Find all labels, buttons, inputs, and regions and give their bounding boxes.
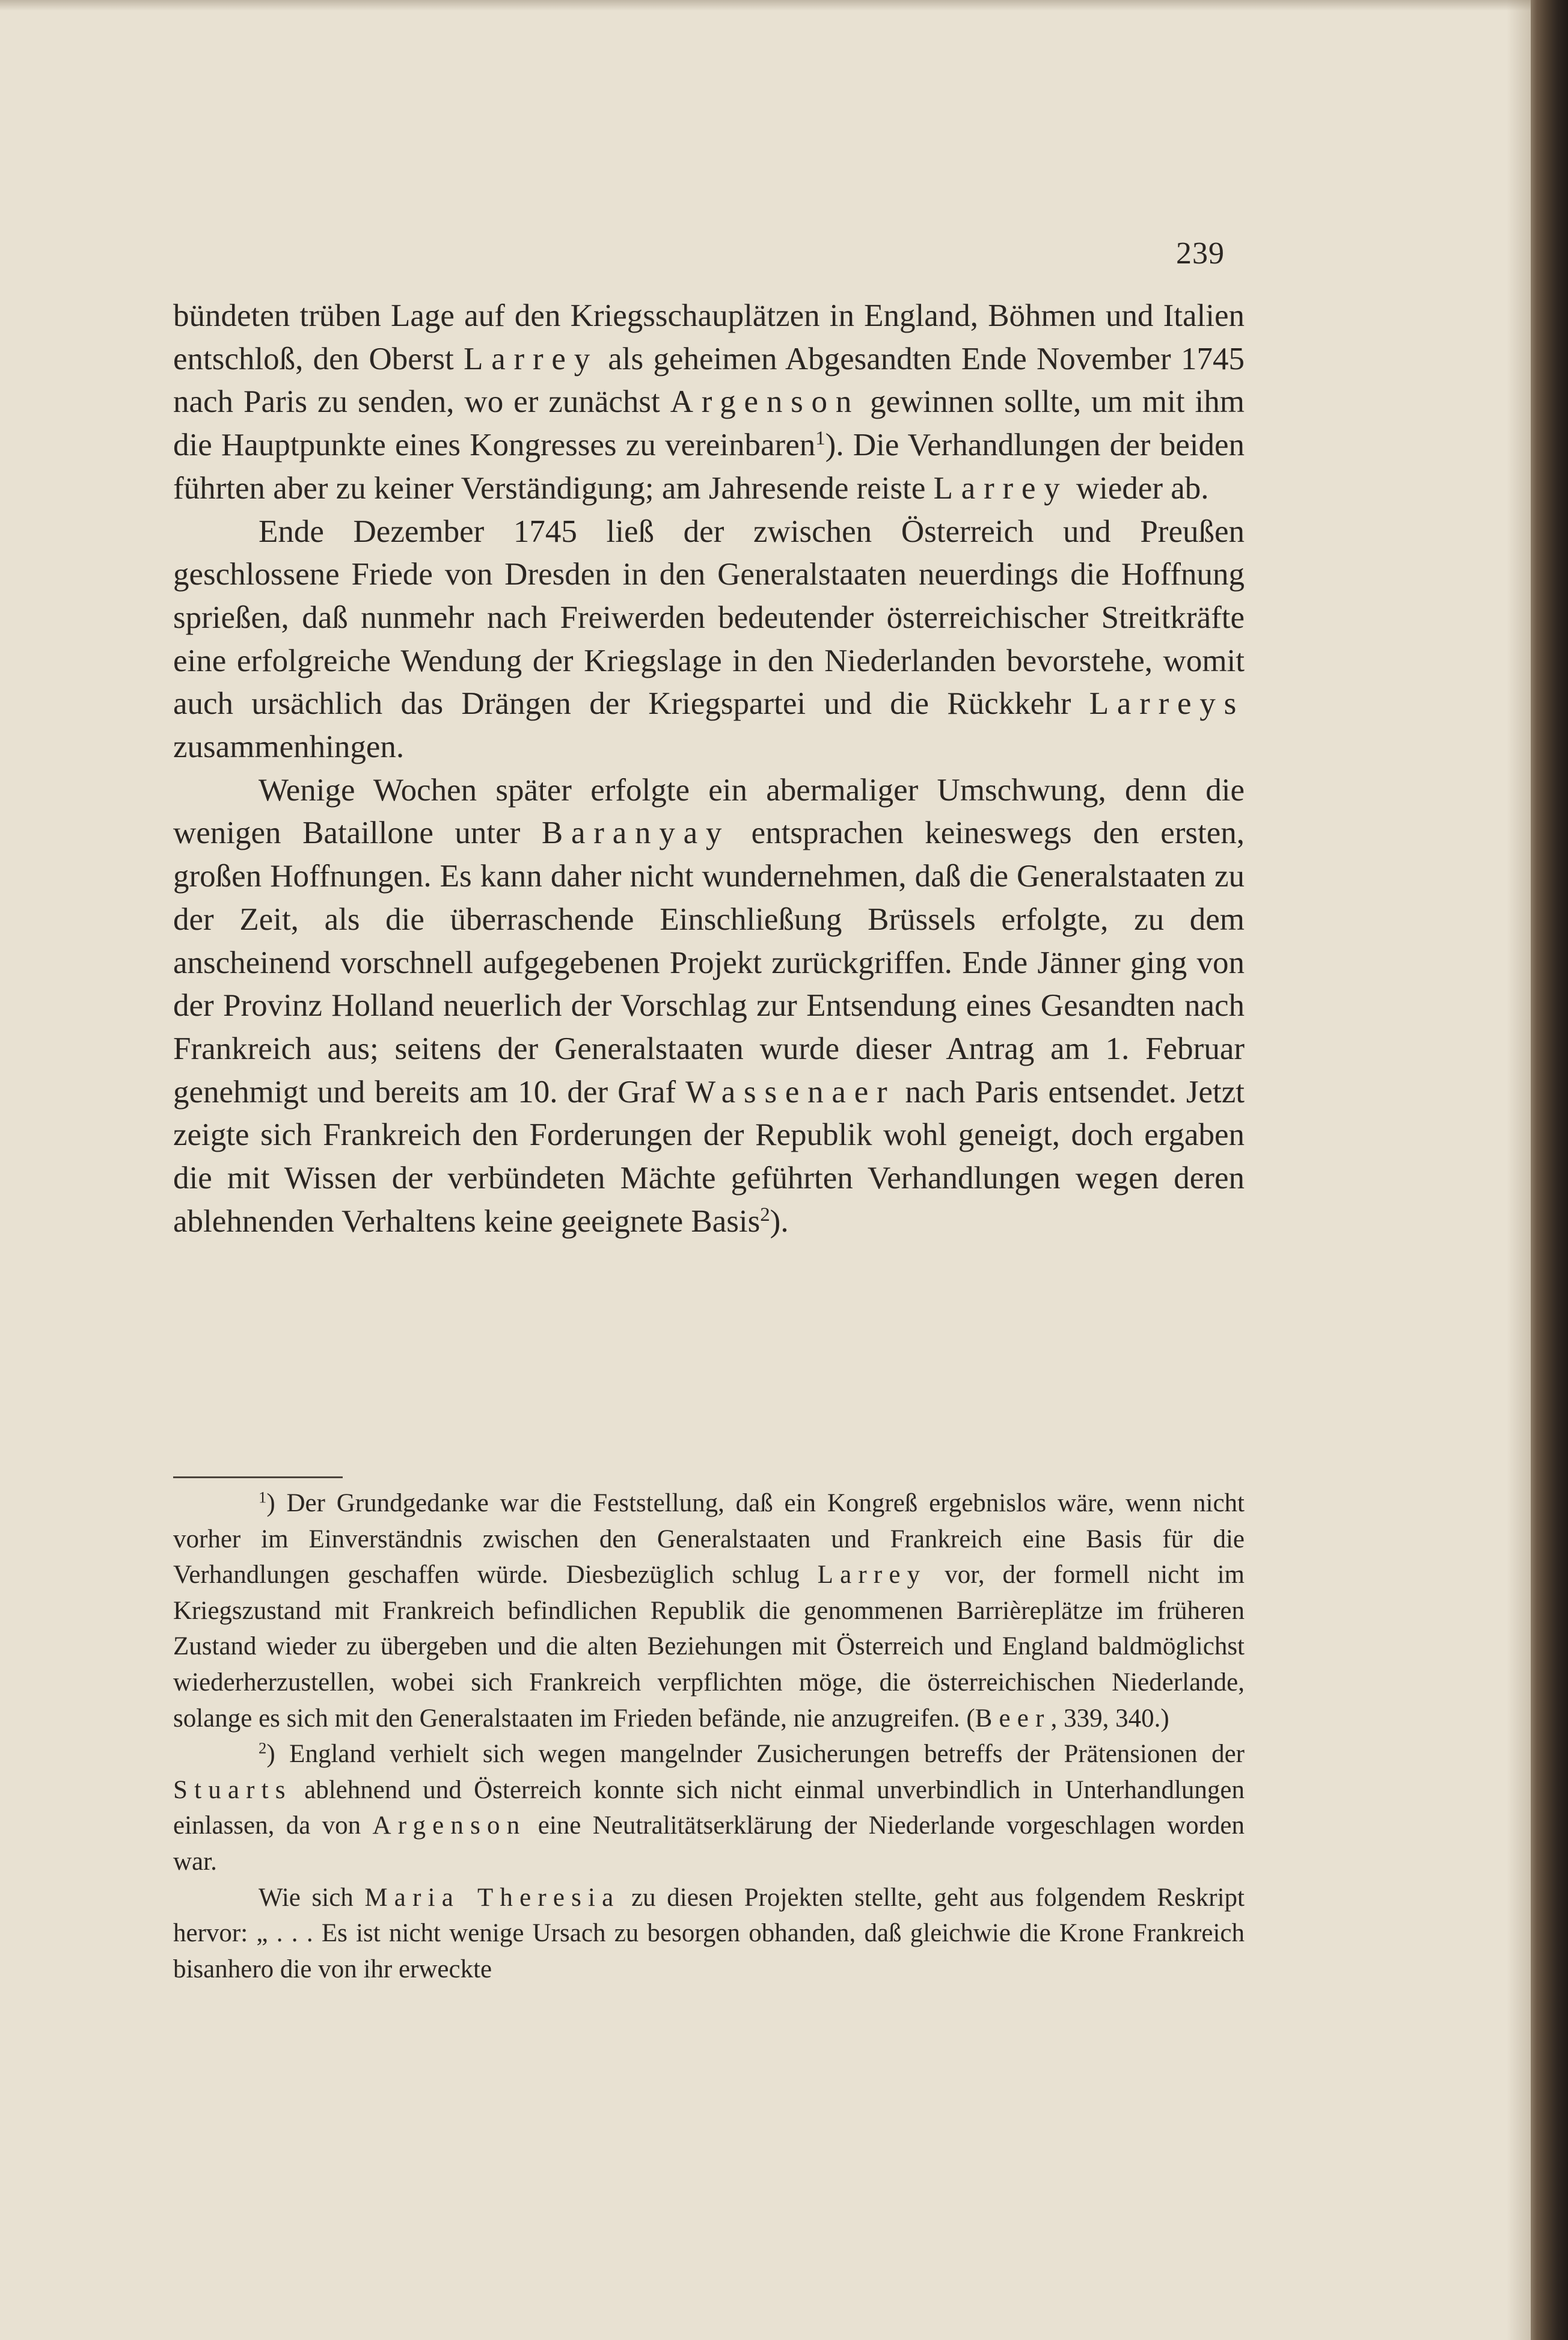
text-run: zu diesen Projekten stellte, geht aus folgendem Reskript hervor: „ . . . Es ist nicht wenige Ursach zu besorgen obhanden, daß gleichwie die Krone Frankreich bisanhero die von ihr erweckte	[173, 1883, 1245, 1983]
text-run: als geheimen Abgesandten Ende November 1745 nach Paris zu senden, wo er zunächst	[173, 341, 1245, 420]
text-run: ) England verhielt sich wegen mangelnder Zusicherungen betreffs der Prätensionen der	[266, 1740, 1245, 1769]
text-run: vor, der formell nicht im Kriegszustand mit Frankreich befindlichen Republik die genommenen Barrièreplätze im früheren Zustand wieder zu übergeben und die alten Beziehungen mit Österreich und England baldmöglichst wiederherzustellen, wobei sich Frankreich verpflichten möge, die österreichischen Niederlande, solange es sich mit den Generalstaaten im Frieden befände, nie anzugreifen. (	[173, 1561, 1245, 1733]
text-run: bündeten trüben Lage auf den Kriegsschauplätzen in England, Böhmen und Italien entschloß, den Oberst	[173, 298, 1245, 376]
text-run: wieder ab.	[1068, 470, 1209, 506]
footnote-marker: 1	[259, 1488, 267, 1506]
spaced-name: Larrey	[933, 470, 1068, 506]
paragraph-3	[173, 769, 1245, 1244]
spaced-name: Larreys	[1089, 686, 1245, 722]
spaced-name: Larrey	[817, 1561, 927, 1589]
footnote-marker: 2	[259, 1739, 267, 1757]
footnote-separator	[173, 1476, 343, 1478]
footnote-3-continuation	[173, 1880, 1245, 1988]
footnotes	[173, 1485, 1245, 1987]
text-run: zusammenhingen.	[173, 729, 405, 765]
book-binding-edge	[1531, 0, 1568, 2340]
text-run: Wie sich	[259, 1883, 365, 1912]
text-run: ) Der Grundgedanke war die Feststellung, daß ein Kongreß ergebnislos wäre, wenn nicht vorher im Einverständnis zwischen den Generalstaaten und Frankreich eine Basis für die Verhandlungen geschaffen würde. Diesbezüglich schlug	[173, 1489, 1245, 1589]
spaced-name: Argenson	[670, 384, 860, 420]
spaced-name: Maria Theresia	[364, 1883, 620, 1912]
text-run: gewinnen sollte, um mit ihm die Hauptpunkte eines Kongresses zu vereinbaren	[173, 384, 1245, 463]
spaced-name: Wassenaer	[685, 1074, 896, 1110]
spaced-name: Stuarts	[173, 1775, 292, 1804]
text-run: ). Die Verhandlungen der beiden führten aber zu keiner Verständigung; am Jahresende reiste	[173, 428, 1245, 506]
spaced-name: Baranyay	[541, 815, 730, 851]
footnote-marker: 1	[815, 428, 825, 450]
footnote-2	[173, 1736, 1245, 1879]
text-run: ablehnend und Österreich konnte sich nicht einmal unverbindlich in Unterhandlungen einlassen, da von	[173, 1775, 1245, 1840]
footnote-marker: 2	[760, 1203, 770, 1226]
text-run: Wenige Wochen später erfolgte ein abermaliger Umschwung, denn die wenigen Bataillone unter	[173, 772, 1245, 851]
text-run: , 339, 340.)	[1050, 1704, 1169, 1733]
paragraph-1	[173, 295, 1245, 511]
footnote-1	[173, 1485, 1245, 1736]
text-run: nach Paris entsendet. Jetzt zeigte sich Frankreich den Forderungen der Republik wohl geneigt, doch ergaben die mit Wissen der verbündeten Mächte geführten Verhandlungen wegen deren ablehnenden Verhaltens keine geeignete Basis	[173, 1074, 1245, 1239]
page-number: 239	[1176, 236, 1225, 271]
page-top-edge	[0, 0, 1568, 11]
binding-shadow	[1507, 0, 1531, 2340]
text-run: ).	[770, 1203, 789, 1239]
text-run: Ende Dezember 1745 ließ der zwischen Österreich und Preußen geschlossene Friede von Dresden in den Generalstaaten neuerdings die Hoffnung sprießen, daß nunmehr nach Freiwerden bedeutender österreichischer Streitkräfte eine erfolgreiche Wendung der Kriegslage in den Niederlanden bevorstehe, womit auch ursächlich das Drängen der Kriegspartei und die Rückkehr	[173, 514, 1245, 722]
text-run: eine Neutralitätserklärung der Niederlande vorgeschlagen worden war.	[173, 1811, 1245, 1876]
paragraph-2	[173, 511, 1245, 769]
spaced-name: Beer	[975, 1704, 1051, 1733]
spaced-name: Larrey	[464, 341, 598, 376]
text-run: entsprachen keineswegs den ersten, großen Hoffnungen. Es kann daher nicht wundernehmen, daß die Generalstaaten zu der Zeit, als die überraschende Einschließung Brüssels erfolgte, zu dem anscheinend vorschnell aufgegebenen Projekt zurückgriffen. Ende Jänner ging von der Provinz Holland neuerlich der Vorschlag zur Entsendung eines Gesandten nach Frankreich aus; seitens der Generalstaaten wurde dieser Antrag am 1. Februar genehmigt und bereits am 10. der Graf	[173, 815, 1245, 1110]
spaced-name: Argenson	[372, 1811, 527, 1840]
main-text	[173, 295, 1245, 1243]
